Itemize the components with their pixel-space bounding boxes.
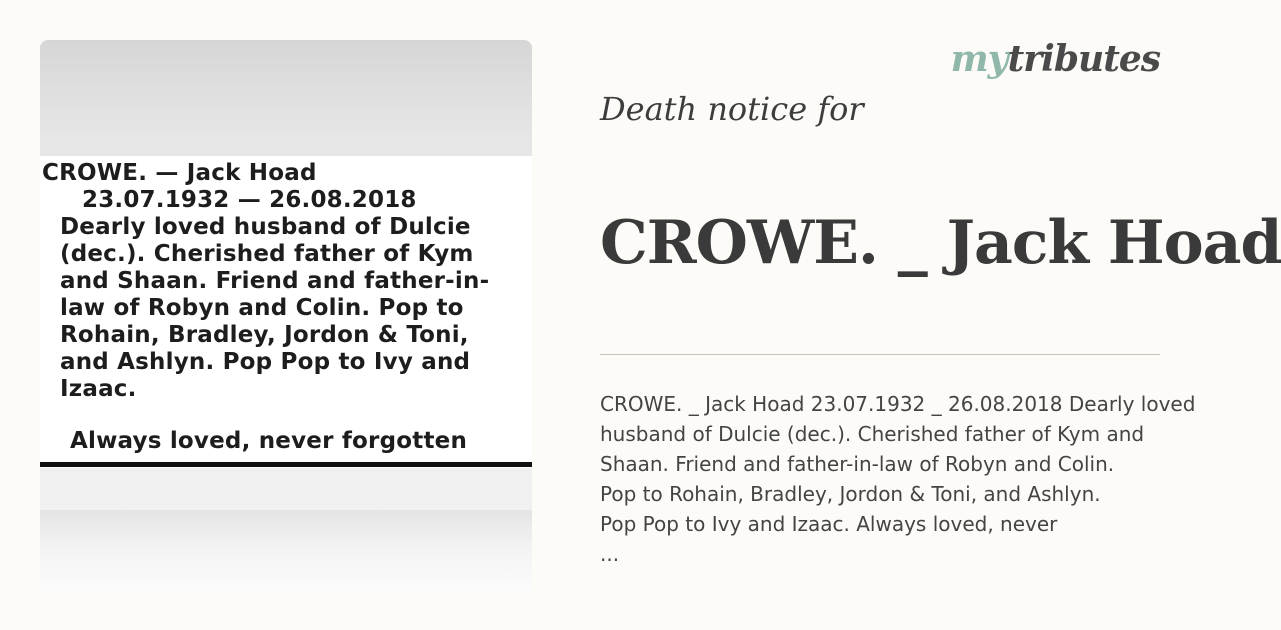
clipping-line: Always loved, never forgotten: [70, 428, 468, 454]
excerpt-line: Shaan. Friend and father-in-law of Robyn and Colin.: [600, 452, 1115, 476]
notice-excerpt: [600, 389, 1196, 569]
clipping-line: law of Robyn and Colin. Pop to: [60, 295, 464, 321]
clipping-line: (dec.). Cherished father of Kym: [60, 241, 474, 267]
logo-my: my: [950, 38, 1008, 80]
mytributes-logo[interactable]: [951, 38, 1160, 80]
image-background: [40, 510, 532, 592]
page-title: CROWE. _ Jack Hoad: [600, 208, 1281, 278]
excerpt-line: Pop to Rohain, Bradley, Jordon & Toni, and Ashlyn.: [600, 482, 1101, 506]
clipping-line: and Shaan. Friend and father-in-: [60, 268, 490, 294]
excerpt-line: CROWE. _ Jack Hoad 23.07.1932 _ 26.08.2018 Dearly loved: [600, 392, 1196, 416]
clipping-line: 23.07.1932 — 26.08.2018: [82, 187, 417, 213]
clipping-line: Izaac.: [60, 376, 137, 402]
excerpt-line: husband of Dulcie (dec.). Cherished father of Kym and: [600, 422, 1145, 446]
logo-tributes: tributes: [1007, 38, 1160, 80]
clipping-line: and Ashlyn. Pop Pop to Ivy and: [60, 349, 471, 375]
notice-subtitle: Death notice for: [600, 90, 864, 128]
excerpt-ellipsis: ...: [600, 542, 620, 566]
notice-image: [40, 40, 532, 592]
divider: [600, 354, 1160, 355]
clipping-line: Rohain, Bradley, Jordon & Toni,: [60, 322, 469, 348]
clipping-line: CROWE. — Jack Hoad: [42, 160, 317, 186]
newspaper-clipping: [40, 156, 532, 468]
clipping-line: Dearly loved husband of Dulcie: [60, 214, 471, 240]
clipping-rule: [40, 462, 532, 467]
excerpt-line: Pop Pop to Ivy and Izaac. Always loved, never: [600, 512, 1058, 536]
